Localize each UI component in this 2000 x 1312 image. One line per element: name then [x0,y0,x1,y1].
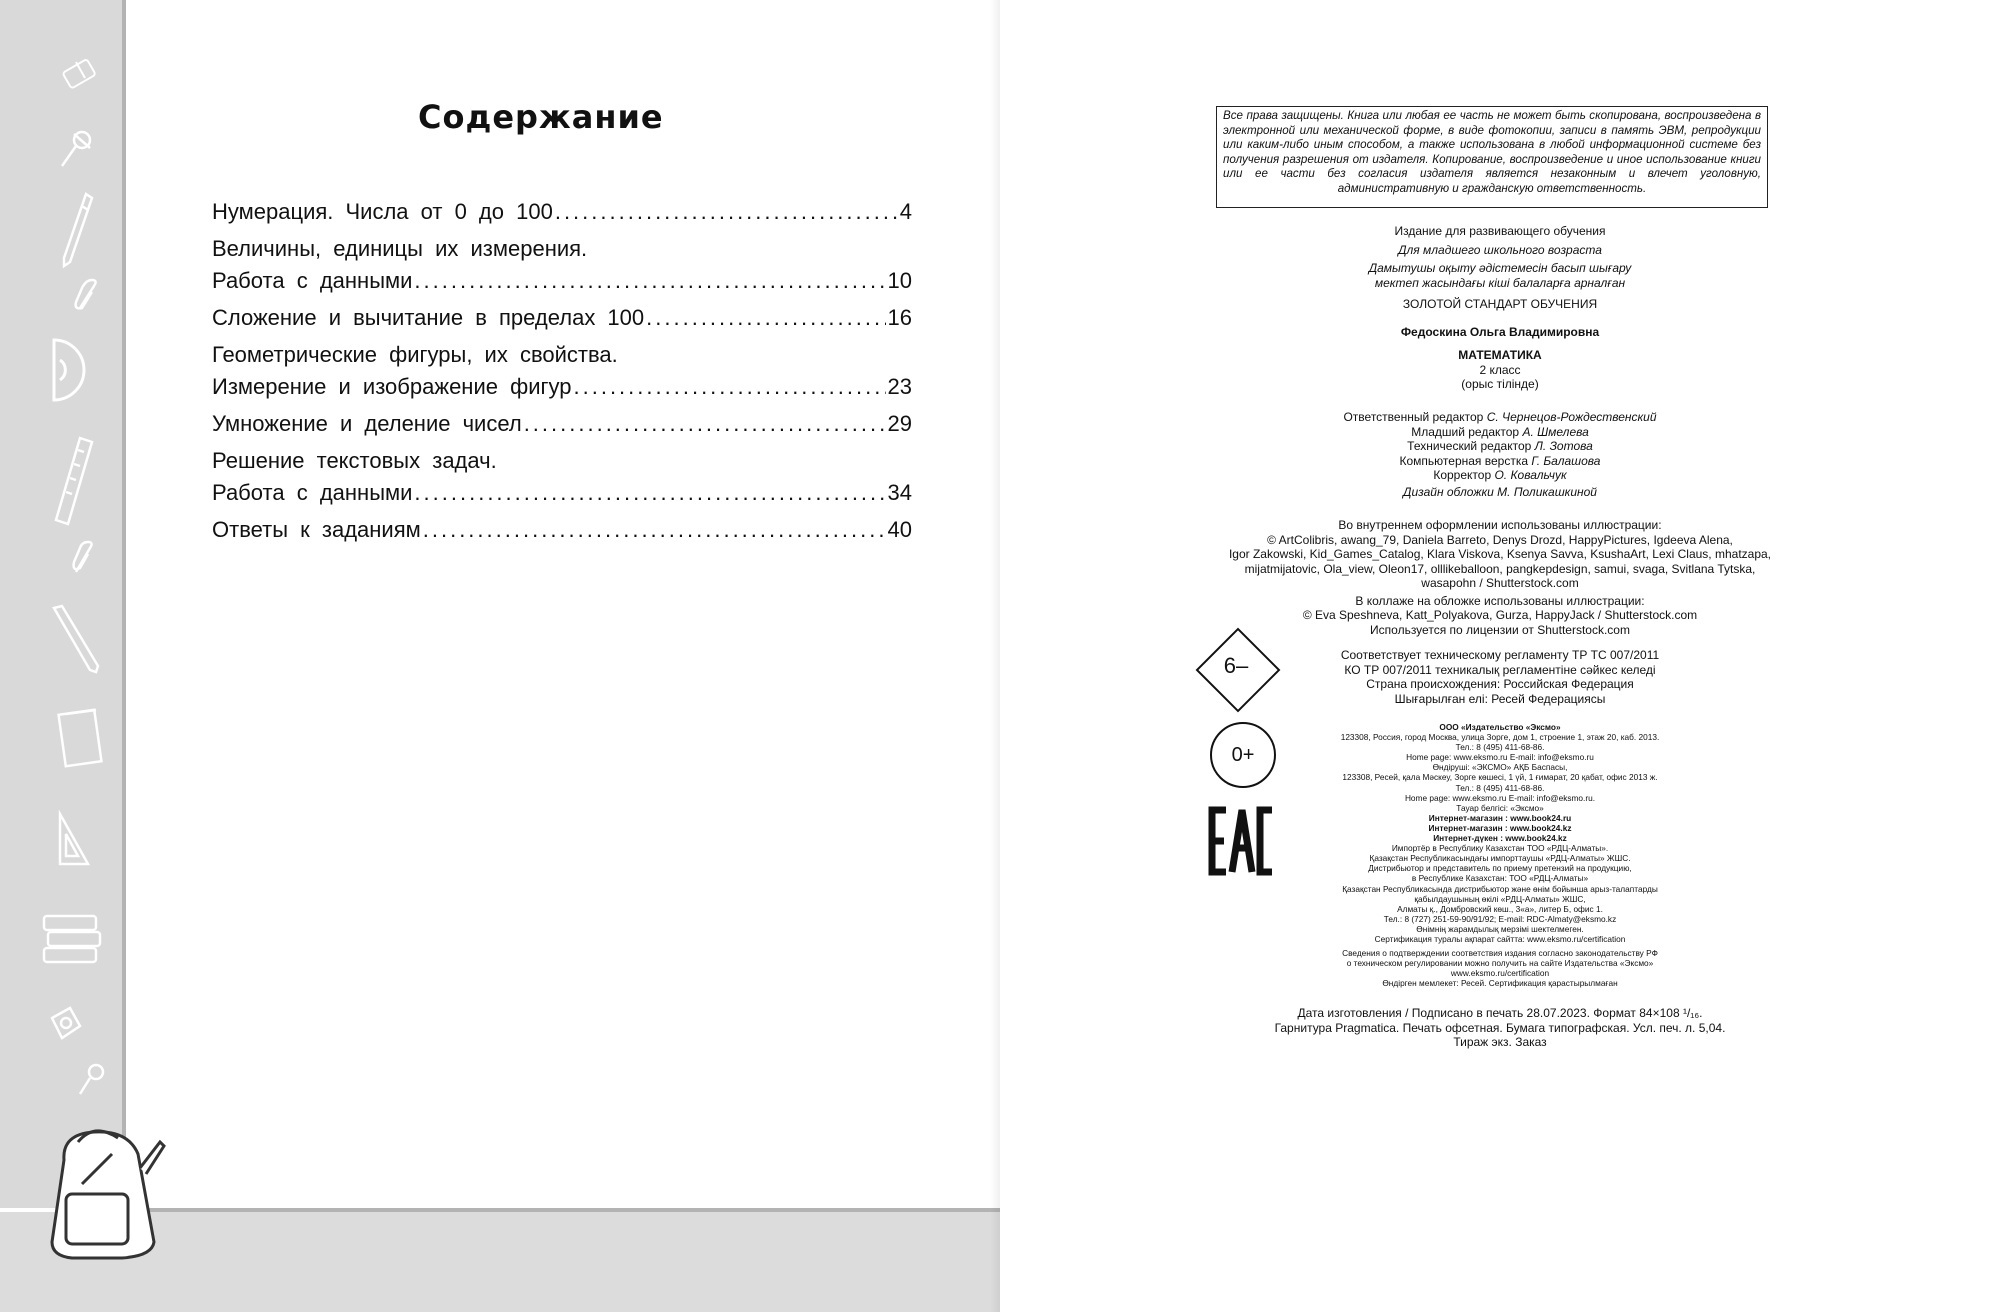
publisher-line: Тауар белгісі: «Эксмо» [1456,802,1544,813]
toc-leader [646,302,885,334]
staff-line: Технический редактор Л. Зотова [1407,439,1593,453]
publisher-line: Өндіруші: «ЭКСМО» АҚБ Баспасы, [1432,762,1568,773]
toc-page-number: 34 [887,480,912,505]
age-rating-6: 6– [1223,653,1249,678]
pen-icon [50,604,104,674]
toc-entry[interactable] [212,302,912,334]
backpack-icon [42,1124,166,1262]
toc-page-number: 40 [887,517,912,542]
table-of-contents [212,196,912,551]
kz-line: Алматы қ., Домбровский көш., 3«а», литер Б, офис 1. [1397,903,1603,914]
print-specs: Гарнитура Pragmatica. Печать офсетная. Бумага типографская. Усл. печ. л. 5,04. [1274,1020,1726,1035]
toc-entry-title: Нумерация. Числа от 0 до 100 [212,199,553,224]
language-note: (орыс тілінде) [1461,377,1539,391]
publisher-line: Тел.: 8 (495) 411-68-86. [1455,782,1545,793]
toc-leader [414,265,885,297]
staff-list [1250,410,1750,499]
illustrations-line: Igor Zakowski, Kid_Games_Catalog, Klara Viskova, Ksenya Savva, KsushaArt, Lexi Claus, mhatzapa, [1228,547,1772,561]
staff-line: Ответственный редактор С. Чернецов-Рождественский [1343,410,1657,424]
regulation-line: Соответствует техническому регламенту ТР ТС 007/2011 [1340,648,1660,662]
cert-line: о техническом регулировании можно получить на сайте Издательства «Эксмо» [1346,958,1654,969]
toc-entry-title: Умножение и деление чисел [212,411,522,436]
publisher-line: 123308, Россия, город Москва, улица Зорге, дом 1, строение 1, этаж 20, каб. 2013. [1340,732,1660,743]
pushpin-icon [56,128,96,172]
toc-leader [524,408,886,440]
age-rating-0: 0+ [1231,743,1255,766]
illustrations-line: © ArtColibris, awang_79, Daniela Barreto, Denys Drozd, HappyPictures, Igdeeva Alena, [1267,532,1733,547]
online-shop-ru: Интернет-магазин : www.book24.ru [1428,812,1572,823]
publisher-line: 123308, Ресей, қала Мәскеу, Зорге көшесі, 1 үй, 1 ғимарат, 20 қабат, офис 2013 ж. [1342,772,1658,783]
publisher-line: Home page: www.eksmo.ru E-mail: info@eksmo.ru [1406,752,1594,763]
regulation-line: Шығарылған елі: Ресей Федерациясы [1394,691,1606,706]
toc-page-number: 10 [887,268,912,293]
staff-line: Компьютерная верстка Г. Балашова [1399,453,1601,468]
publisher-line: Home page: www.eksmo.ru E-mail: info@eksmo.ru. [1404,792,1596,803]
collage-heading: В коллаже на обложке использованы иллюстрации: [1355,593,1645,608]
toc-entry-title: Решение текстовых задач. [212,448,497,473]
publisher-info [1250,722,1750,988]
online-shop-kz-2: Интернет-дүкен : www.book24.kz [1433,833,1567,844]
pencil-icon [60,190,94,270]
set-square-icon [54,810,94,868]
toc-leader [574,371,886,403]
edition-type: Издание для развивающего обучения [1394,224,1606,238]
toc-leader [414,477,885,509]
sharpener-icon [46,1004,86,1044]
license-note: Используется по лицензии от Shutterstock.com [1370,622,1630,637]
toc-entry-title: Геометрические фигуры, их свойства. [212,342,618,367]
kz-line: Сертификация туралы ақпарат сайтта: www.eksmo.ru/certification [1374,933,1626,944]
ruler-icon [50,436,100,526]
illustration-credits [1210,518,1790,637]
online-shop-kz: Интернет-магазин : www.book24.kz [1428,822,1572,833]
toc-entry[interactable] [212,445,912,509]
illustrations-line: wasapohn / Shutterstock.com [1421,576,1579,590]
toc-page-number: 23 [887,374,912,399]
grade: 2 класс [1479,362,1521,377]
age-note: Для младшего школьного возраста [1398,242,1602,257]
toc-entry-title: Сложение и вычитание в пределах 100 [212,305,645,330]
staff-line: Младший редактор А. Шмелева [1411,424,1589,439]
toc-page-number: 4 [899,199,912,224]
publisher-line: Тел.: 8 (495) 411-68-86. [1455,742,1545,753]
paperclip-icon [72,278,104,318]
collage-credit: © Eva Speshneva, Katt_Polyakova, Gurza, HappyJack / Shutterstock.com [1302,608,1698,622]
cert-line: Сведения о подтверждении соответствия издания согласно законодательству РФ [1342,948,1658,959]
paperclip-icon-2 [70,540,100,580]
publisher-name: ООО «Издательство «Эксмо» [1439,722,1561,732]
kz-line: в Республике Казахстан: ТОО «РДЦ-Алматы» [1411,873,1589,884]
kz-line: Тел.: 8 (727) 251-59-90/91/92; E-mail: RDC-Almaty@eksmo.kz [1383,913,1617,924]
cert-line: Өндірген мемлекет: Ресей. Сертификация қарастырылмаған [1382,978,1618,989]
protractor-icon [44,336,104,406]
kz-line: Дистрибьютор и представитель по приему претензий на продукцию, [1368,863,1632,874]
kz-line: Қазақстан Республикасында дистрибьютор және өнім бойынша арыз-талаптарды [1342,883,1658,894]
kz-line: Қазақстан Республикасындағы импорттаушы «РДЦ-Алматы» ЖШС. [1369,853,1631,864]
cover-design-credit: Дизайн обложки М. Поликашкиной [1403,484,1597,499]
books-stack-icon [40,910,104,974]
kz-line: Өнімнің жарамдылық мерзімі шектелмеген. [1416,923,1584,934]
toc-leader [555,196,898,228]
contents-title: Содержание [418,98,664,136]
side-strip-border [122,0,126,1212]
book-title: МАТЕМАТИКА [1458,348,1542,362]
illustrations-heading: Во внутреннем оформлении использованы иллюстрации: [1338,518,1662,532]
toc-page-number: 29 [887,411,912,436]
toc-entry-subtitle: Измерение и изображение фигур [212,374,572,399]
regulation-line: КО ТР 007/2011 техникалық регламентіне сәйкес келеді [1344,662,1656,677]
toc-entry[interactable] [212,339,912,403]
toc-leader [423,514,886,546]
print-details [1200,1006,1800,1050]
pushpin-icon-2 [76,1060,110,1098]
bottom-band-border [122,1208,1000,1212]
kz-line: Импортёр в Республику Казахстан ТОО «РДЦ-Алматы». [1391,843,1609,854]
toc-entry-title: Ответы к заданиям [212,517,421,542]
toc-entry[interactable] [212,233,912,297]
notepad-icon [54,704,106,770]
cert-line: www.eksmo.ru/certification [1450,968,1550,979]
regulation-line: Страна происхождения: Российская Федерация [1366,677,1634,691]
print-run: Тираж экз. Заказ [1453,1035,1547,1049]
print-date: Дата изготовления / Подписано в печать 28.07.2023. Формат 84×108 ¹/₁₆. [1297,1006,1703,1020]
author-name: Федоскина Ольга Владимировна [1400,324,1600,339]
toc-entry-title: Величины, единицы их измерения. [212,236,588,261]
kz-edition-line-1: Дамытушы оқыту әдістемесін басып шығару [1368,261,1632,275]
staff-line: Корректор О. Ковальчук [1433,468,1567,482]
kz-line: қабылдаушының өкілі «РДЦ-Алматы» ЖШС, [1414,893,1586,904]
toc-page-number: 16 [887,305,912,330]
toc-entry[interactable] [212,196,912,228]
copyright-notice: Все права защищены. Книга или любая ее часть не может быть скопирована, воспроизведена в электронной или механической форме, в виде фотокопии, записи в память ЭВМ, репродукции или каким-либо иным способом, а также использована в любой информационной системе без получения разрешения от издателя. Копирование, воспроизведение и иное использование книги или ее части без согласия издателя является незаконным и влечет уголовную, административную и гражданскую ответственность. [1216,106,1768,208]
toc-entry[interactable] [212,408,912,440]
edition-info [1250,224,1750,392]
eraser-icon [58,52,104,98]
kz-edition-line-2: мектеп жасындағы кіші балаларға арналған [1374,275,1626,290]
toc-entry-subtitle: Работа с данными [212,268,413,293]
toc-entry-subtitle: Работа с данными [212,480,413,505]
series-name: ЗОЛОТОЙ СТАНДАРТ ОБУЧЕНИЯ [1402,297,1598,311]
toc-entry[interactable] [212,514,912,546]
regulation-info [1250,648,1750,706]
illustrations-line: mijatmijatovic, Ola_view, Oleon17, olllikeballoon, pangkepdesign, samui, svaga, Svitlana Tytska, [1244,561,1756,576]
